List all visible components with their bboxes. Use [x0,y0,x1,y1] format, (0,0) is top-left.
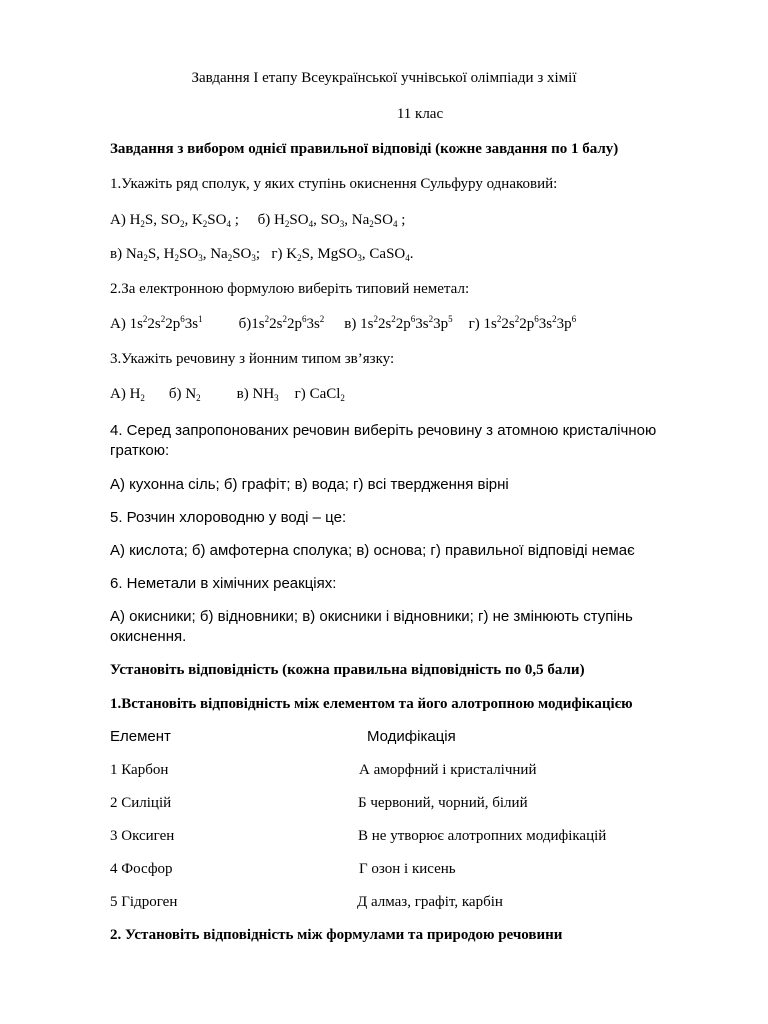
match-right-2: Б червоний, чорний, білий [358,795,528,811]
section2-heading: Установіть відповідність (кожна правильна відповідність по 0,5 бали) [110,662,585,678]
q3-opt-g-label: г) [294,386,306,402]
match-left-3: 3 Оксиген [110,828,175,844]
match-left-5: 5 Гідроген [110,894,178,910]
q6-answers: А) окисники; б) відновники; в) окисники і відновники; г) не змінюють ступінь окиснення. [110,608,633,645]
match-left-1: 1 Карбон [110,762,169,778]
q3-opt-b-label: б) [168,386,182,402]
match-left-2: 2 Силіцій [110,795,172,811]
q4-answers: А) кухонна сіль; б) графіт; в) вода; г) всі твердження вірні [110,476,509,493]
match-left-4: 4 Фосфор [110,861,173,877]
q4-text: 4. Серед запропонованих речовин виберіть речовину з атомною кристалічною граткою: [110,422,657,459]
q2-opt-g-label: г) [468,316,480,332]
task1-title: 1.Встановіть відповідність між елементом та його алотропною модифікацією [110,696,633,712]
q2-opt-a-label: А) [110,316,126,332]
q5-text: 5. Розчин хлороводню у воді – це: [110,509,347,526]
q2-options: А) $1s^22s^22p^63s^1$ $б)1s^22s^22p^63s^2$ в) $1s^22s^22p^63s^23p^5$ г) $1s^22s^22p^63s^23p^6$ [110,314,577,332]
q6-text: 6. Неметали в хімічних реакціях: [110,575,337,592]
q2-text: 2.За електронною формулою виберіть типовий неметал: [110,281,470,297]
q2-opt-b-label: б) [238,316,252,332]
q1-options-ab: А) $H_2S$, $SO_2$, $K_2SO_4$ ; б) $H_2SO_4$, $SO_3$, $Na_2SO_4$ ; [110,212,406,229]
q1-options-vg: в) $Na_2S$, $H_2SO_3$, $Na_2SO_3$; г) $K_2S$, MgSO$_3$, CaSO$_4$. [110,246,414,263]
page-title: Завдання І етапу Всеукраїнської учнівської олімпіади з хімії [191,70,577,86]
section1-heading: Завдання з вибором однієї правильної відповіді (кожне завдання по 1 балу) [110,141,619,157]
q3-opt-a-label: А) [110,386,126,402]
col-header-element: Елемент [110,728,171,745]
q1-text: 1.Укажіть ряд сполук, у яких ступінь окиснення Сульфуру однаковий: [110,176,558,192]
q3-opt-v-label: в) [236,386,249,402]
col-header-modification: Модифікація [367,728,456,745]
match-right-3: В не утворює алотропних модифікацій [358,828,607,844]
q1-opt-v-label: в) [110,246,123,262]
q5-answers: А) кислота; б) амфотерна сполука; в) основа; г) правильної відповіді немає [110,542,635,559]
grade-label: 11 клас [396,106,444,122]
q3-options: А) $H_2$ б) $N_2$ в) $NH_3$ г) CaCl$_2$ [110,386,345,403]
q1-opt-a-label: А) [110,212,126,228]
q1-opt-g-label: г) [271,246,283,262]
q2-opt-v-label: в) [344,316,357,332]
task2-title: 2. Установіть відповідність між формулами та природою речовини [110,927,563,943]
match-right-1: А аморфний і кристалічний [359,762,537,778]
match-right-4: Г озон і кисень [359,861,456,877]
q1-opt-b-label: б) [257,212,271,228]
q3-text: 3.Укажіть речовину з йонним типом зв’язку: [110,351,395,367]
match-right-5: Д алмаз, графіт, карбін [357,894,503,910]
